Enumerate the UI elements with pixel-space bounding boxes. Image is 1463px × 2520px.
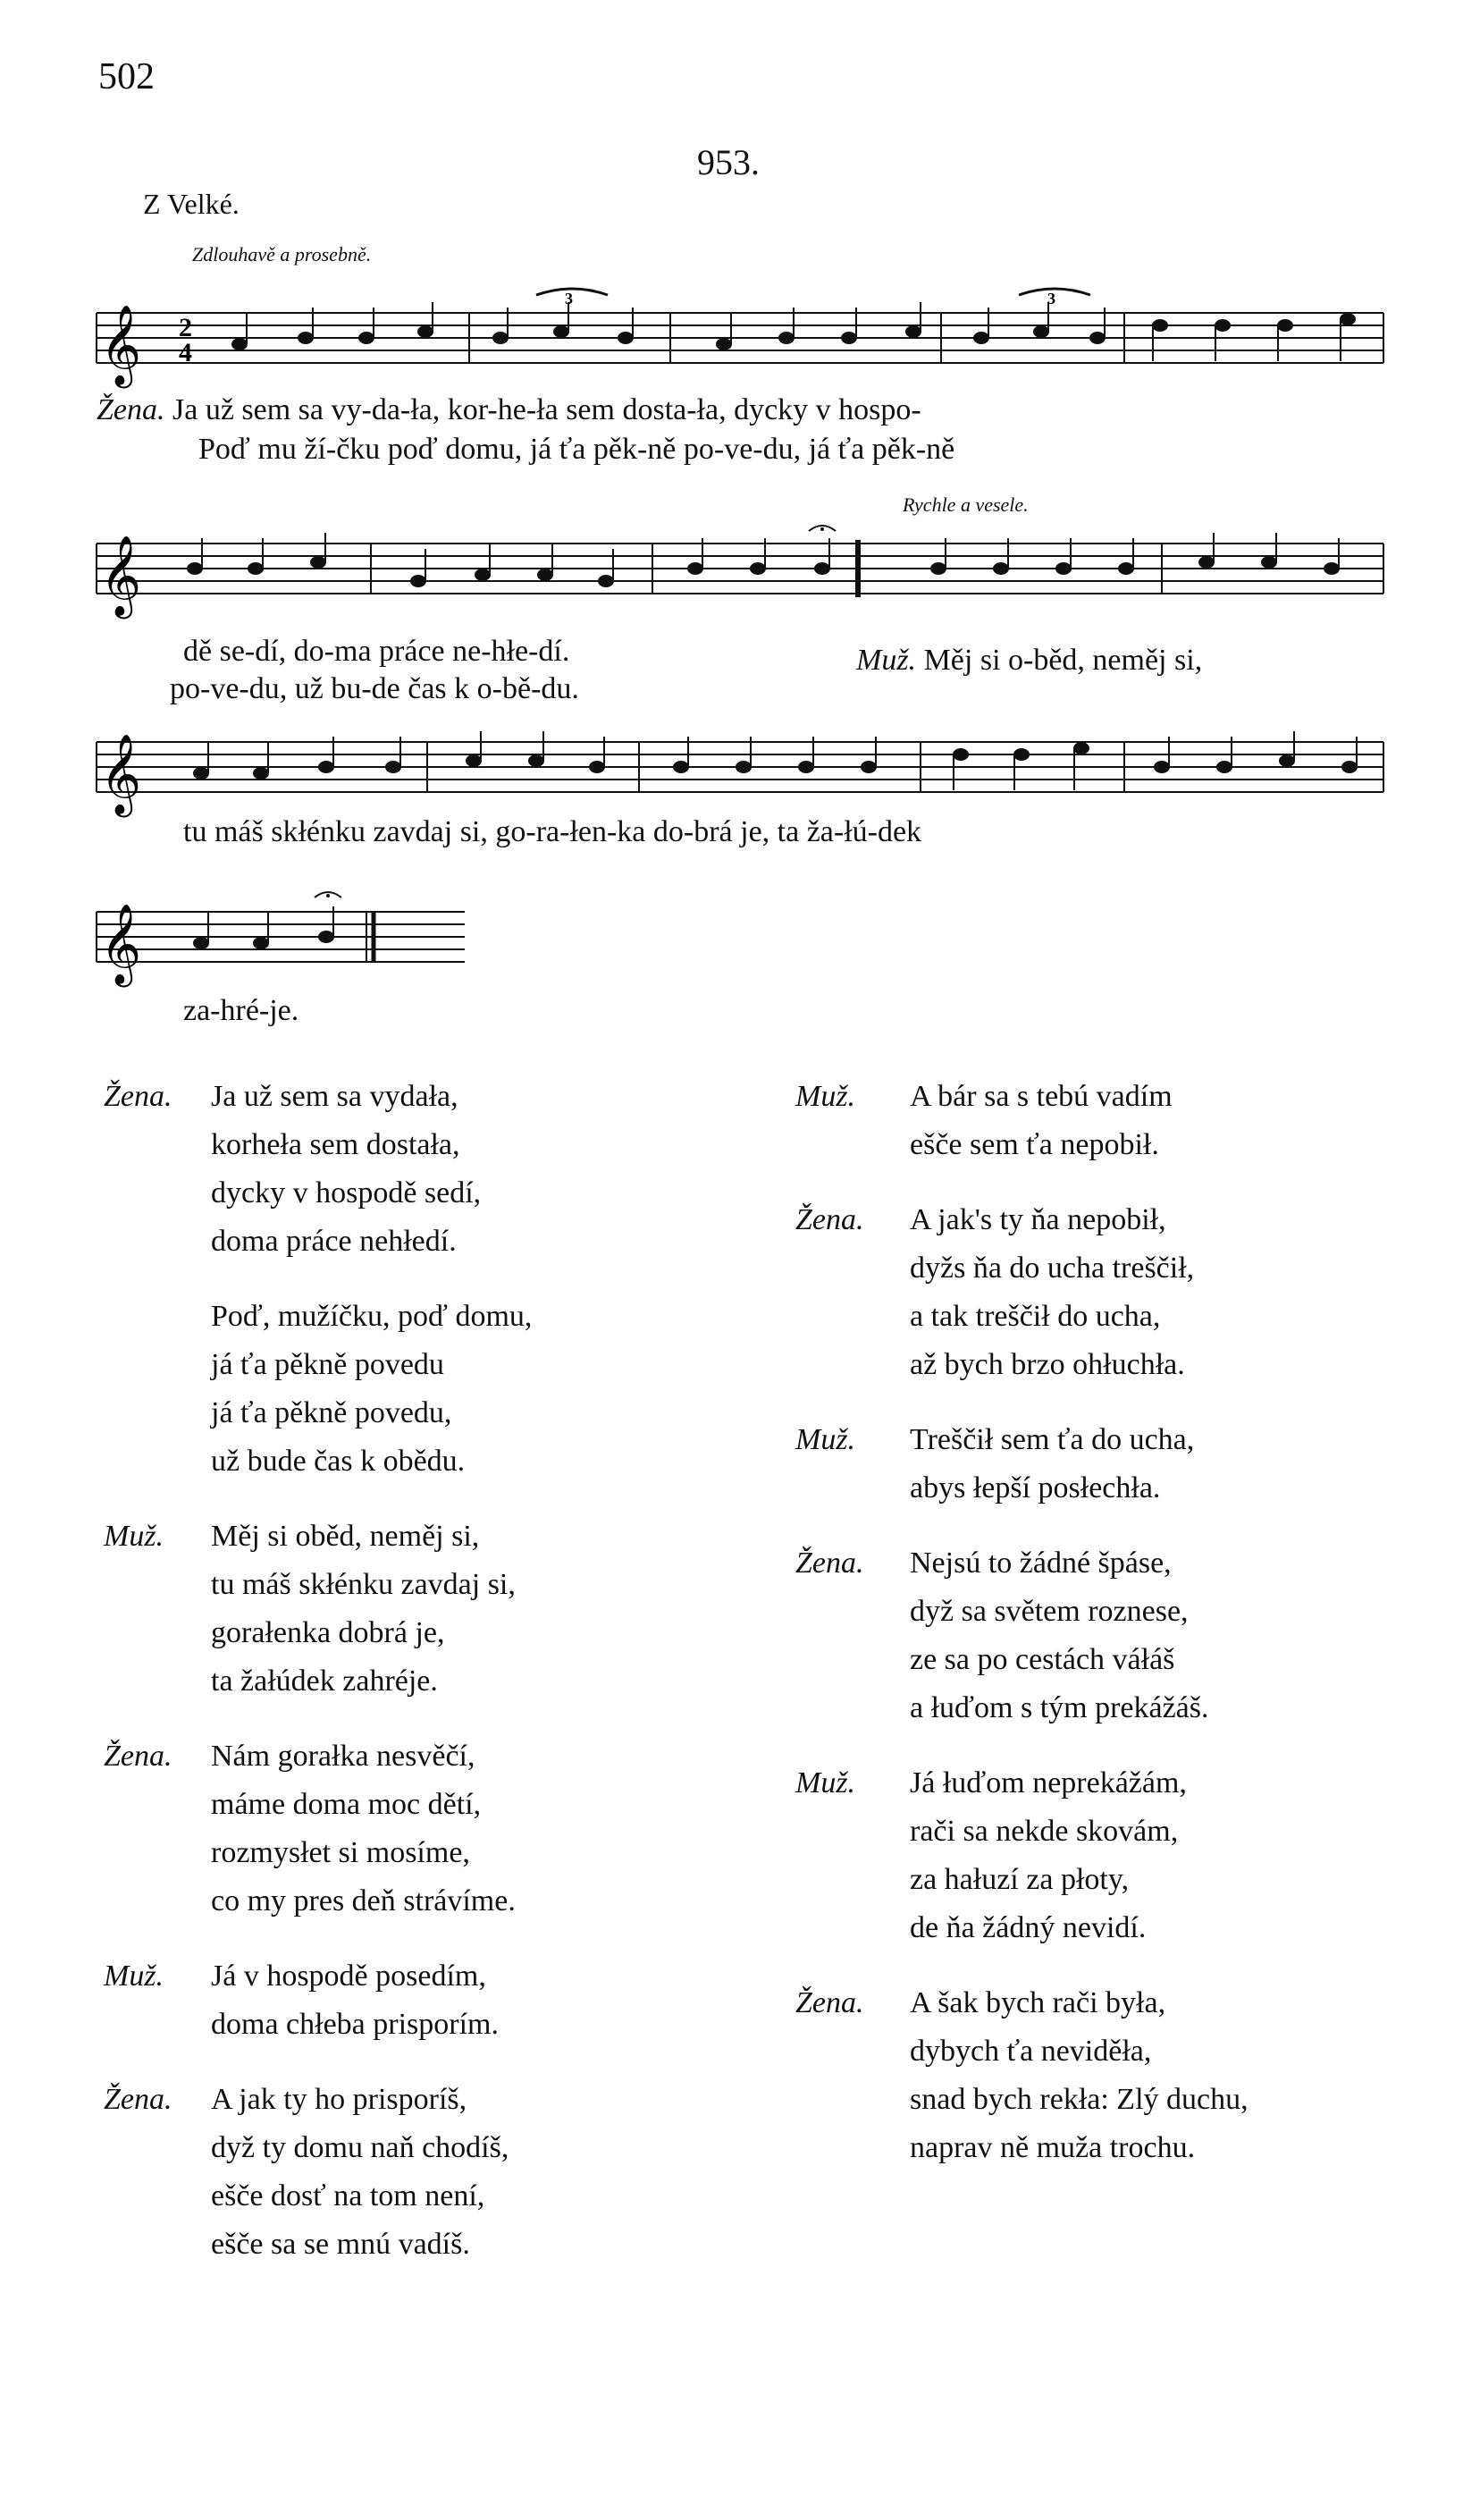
verse-line: Poď, mužíčku, poď domu, bbox=[211, 1300, 533, 1333]
verses-left-column bbox=[104, 1073, 532, 2269]
verse-stanza bbox=[795, 1196, 1249, 1389]
verse-line: dyž ty domu naň chodíš, bbox=[211, 2131, 509, 2164]
speaker-label: Žena. bbox=[97, 393, 165, 426]
verse-line: tu máš skłénku zavdaj si, bbox=[211, 1568, 516, 1601]
verse-stanza bbox=[795, 1073, 1249, 1169]
music-staff-4 bbox=[0, 885, 1463, 1001]
verse-line: gorałenka dobrá je, bbox=[211, 1616, 445, 1649]
lyric-line: dě se-dí, do-ma práce ne-hłe-dí. bbox=[183, 635, 570, 668]
verse-line: co my pres deň strávíme. bbox=[211, 1884, 516, 1917]
lyric-line bbox=[856, 644, 1202, 678]
verse-line: ešče sa se mnú vadíš. bbox=[211, 2228, 470, 2261]
verse-line: doma chłeba prisporím. bbox=[211, 2008, 499, 2041]
verse-line: já ťa pěkně povedu bbox=[211, 1348, 444, 1381]
speaker-label: Žena. bbox=[104, 1080, 172, 1113]
verse-line: A bár sa s tebú vadím bbox=[910, 1080, 1173, 1113]
speaker-label: Muž. bbox=[856, 644, 917, 677]
verse-stanza bbox=[795, 1759, 1249, 1952]
verse-line: A šak bych rači była, bbox=[910, 1986, 1166, 2019]
speaker-label: Muž. bbox=[795, 1766, 856, 1799]
verse-line: Já łuďom neprekážám, bbox=[910, 1766, 1187, 1799]
speaker-label: Muž. bbox=[795, 1423, 856, 1456]
verse-line: máme doma moc dětí, bbox=[211, 1788, 482, 1821]
verse-stanza bbox=[104, 1073, 532, 1266]
verse-stanza bbox=[104, 1293, 532, 1486]
verse-line: A jak's ty ňa nepobił, bbox=[910, 1203, 1166, 1236]
svg-text:2: 2 bbox=[179, 313, 192, 342]
verse-line: snad bych rekła: Zlý duchu, bbox=[910, 2083, 1249, 2116]
verse-line: dycky v hospodě sedí, bbox=[211, 1176, 482, 1209]
speaker-label: Žena. bbox=[104, 2083, 172, 2116]
verse-line: Já v hospodě posedím, bbox=[211, 1960, 486, 1993]
lyric-text: Měj si o-běd, neměj si, bbox=[923, 644, 1203, 677]
verse-line: už bude čas k obědu. bbox=[211, 1445, 466, 1478]
song-number: 953. bbox=[697, 142, 760, 182]
verse-stanza bbox=[104, 2076, 532, 2269]
tempo-marking: Zdlouhavě a prosebně. bbox=[192, 243, 372, 265]
music-staff-3 bbox=[0, 715, 1463, 831]
tempo-marking: Rychle a vesele. bbox=[903, 493, 1029, 516]
lyric-line bbox=[97, 393, 921, 427]
verse-stanza bbox=[795, 1416, 1249, 1513]
verse-line: a łuďom s tým prekážáš. bbox=[910, 1691, 1209, 1724]
verse-line: rači sa nekde skovám, bbox=[910, 1815, 1179, 1848]
verse-line: já ťa pěkně povedu, bbox=[211, 1396, 452, 1429]
verses-right-column bbox=[795, 1073, 1249, 2172]
speaker-label: Žena. bbox=[795, 1547, 864, 1580]
verse-line: de ňa žádný nevidí. bbox=[910, 1911, 1147, 1944]
verse-line: ešče sem ťa nepobił. bbox=[910, 1128, 1159, 1161]
verse-line: dybych ťa neviděła, bbox=[910, 2035, 1152, 2068]
verse-line: ta žałúdek zahréje. bbox=[211, 1665, 438, 1698]
svg-text:3: 3 bbox=[1047, 290, 1055, 308]
verse-stanza bbox=[104, 1732, 532, 1926]
verse-line: naprav ně muža trochu. bbox=[910, 2131, 1196, 2164]
svg-text:𝄞: 𝄞 bbox=[100, 305, 142, 385]
verse-line: až bych brzo ohłuchła. bbox=[910, 1348, 1185, 1381]
verse-line: Nejsú to žádné špáse, bbox=[910, 1547, 1172, 1580]
verse-line: ze sa po cestách váłáš bbox=[910, 1643, 1175, 1676]
verse-stanza bbox=[795, 1979, 1249, 2172]
verse-line: Nám gorałka nesvěčí, bbox=[211, 1740, 475, 1773]
verse-line: Treščił sem ťa do ucha, bbox=[910, 1423, 1195, 1456]
verse-stanza bbox=[795, 1539, 1249, 1732]
music-staff-2 bbox=[0, 517, 1463, 633]
speaker-label: Žena. bbox=[104, 1740, 172, 1773]
lyric-line: tu máš skłénku zavdaj si, go-ra-łen-ka do-brá je, ta ža-łú-dek bbox=[183, 815, 922, 848]
verse-line: korheła sem dostała, bbox=[211, 1128, 460, 1161]
svg-text:𝄞: 𝄞 bbox=[100, 904, 142, 984]
verse-line: doma práce nehłedí. bbox=[211, 1225, 457, 1258]
svg-text:4: 4 bbox=[179, 338, 192, 367]
verse-stanza bbox=[104, 1513, 532, 1706]
speaker-label: Muž. bbox=[104, 1520, 164, 1553]
verse-line: dyž sa světem roznese, bbox=[910, 1595, 1189, 1628]
speaker-label: Muž. bbox=[104, 1960, 164, 1993]
lyric-line: za-hré-je. bbox=[183, 994, 299, 1027]
lyric-line: Poď mu ží-čku poď domu, já ťa pěk-ně po-ve-du, já ťa pěk-ně bbox=[198, 433, 955, 466]
verse-line: ešče dosť na tom není, bbox=[211, 2179, 485, 2212]
verse-line: dyžs ňa do ucha treščił, bbox=[910, 1252, 1195, 1285]
lyric-text: Ja už sem sa vy-da-ła, kor-he-ła sem dosta-ła, dycky v hospo- bbox=[172, 393, 921, 426]
speaker-label: Muž. bbox=[795, 1080, 856, 1113]
music-staff-1 bbox=[0, 286, 1463, 402]
page-number: 502 bbox=[98, 56, 155, 97]
verse-line: Ja už sem sa vydała, bbox=[211, 1080, 458, 1113]
verse-stanza bbox=[104, 1952, 532, 2049]
verse-line: A jak ty ho prisporíš, bbox=[211, 2083, 467, 2116]
verse-line: a tak treščił do ucha, bbox=[910, 1300, 1161, 1333]
song-origin: Z Velké. bbox=[143, 188, 240, 220]
svg-text:3: 3 bbox=[565, 290, 573, 308]
verse-line: Měj si oběd, neměj si, bbox=[211, 1520, 480, 1553]
speaker-label: Žena. bbox=[795, 1986, 864, 2019]
svg-text:𝄞: 𝄞 bbox=[100, 734, 142, 814]
verse-line: rozmysłet si mosíme, bbox=[211, 1836, 470, 1869]
svg-text:𝄞: 𝄞 bbox=[100, 535, 142, 616]
lyric-line: po-ve-du, už bu-de čas k o-bě-du. bbox=[170, 672, 579, 705]
verse-line: abys łepší posłechła. bbox=[910, 1471, 1161, 1504]
verse-line: za hałuzí za płoty, bbox=[910, 1863, 1130, 1896]
speaker-label: Žena. bbox=[795, 1203, 864, 1236]
